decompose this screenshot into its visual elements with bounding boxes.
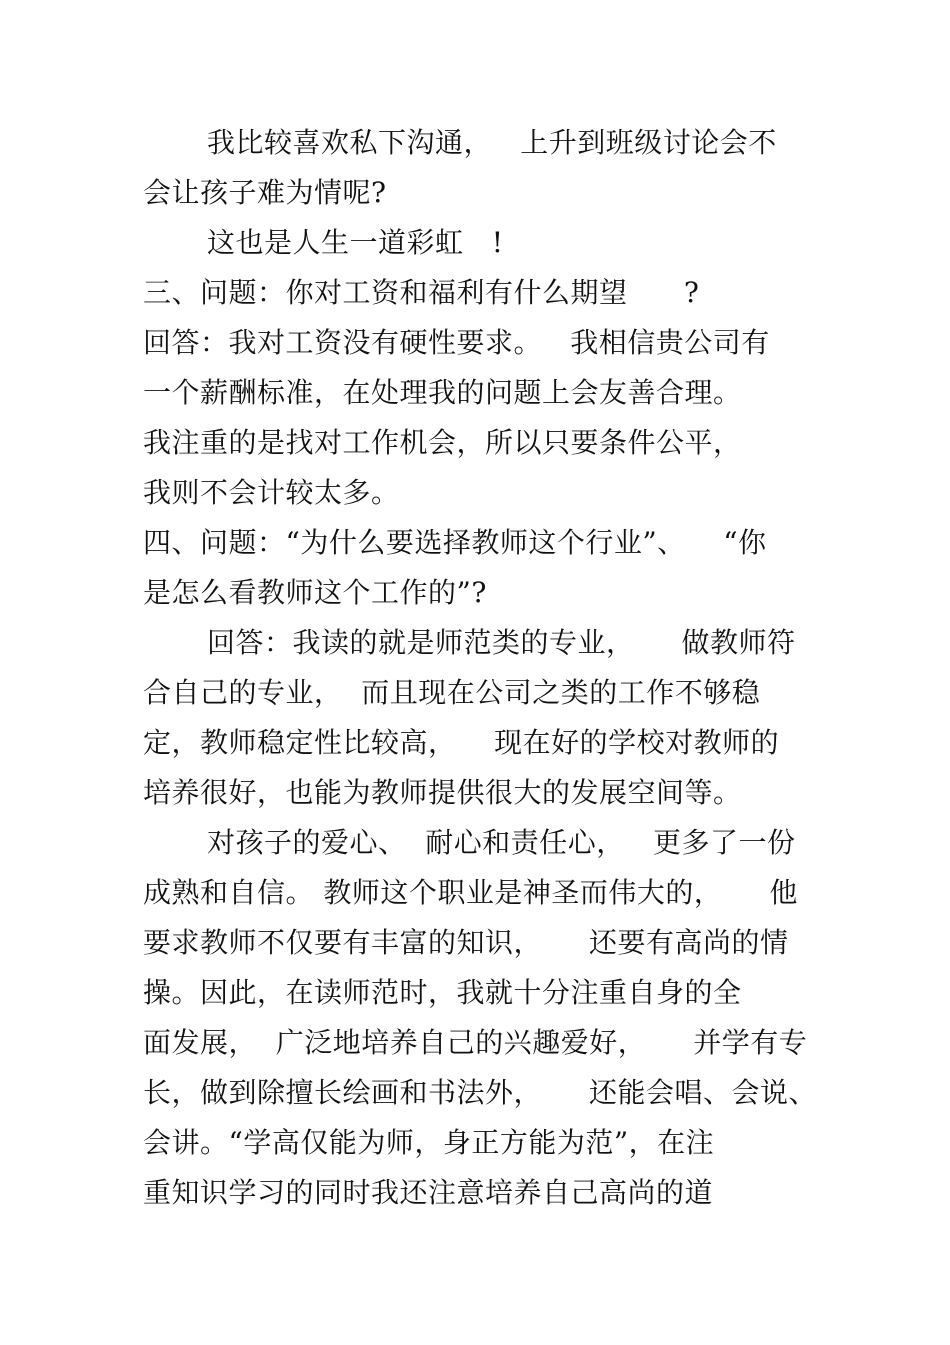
- paragraph-line: 会讲。“学高仅能为师，身正方能为范”，在注: [143, 1126, 715, 1159]
- paragraph-line: 这也是人生一道彩虹 !: [207, 226, 504, 259]
- paragraph-line: 我注重的是找对工作机会，所以只要条件公平，: [143, 426, 742, 459]
- paragraph-line: 回答：我对工资没有硬性要求。 我相信贵公司有: [143, 326, 770, 359]
- paragraph-line: 合自己的专业， 而且现在公司之类的工作不够稳: [143, 676, 761, 709]
- paragraph-line: 会让孩子难为情呢?: [143, 176, 387, 209]
- paragraph-line: 培养很好，也能为教师提供很大的发展空间等。: [143, 776, 742, 809]
- paragraph-line: 是怎么看教师这个工作的”?: [143, 576, 487, 609]
- paragraph-line: 长，做到除擅长绘画和书法外， 还能会唱、会说、: [143, 1076, 818, 1109]
- paragraph-line: 重知识学习的同时我还注意培养自己高尚的道: [143, 1176, 714, 1209]
- question-heading: 四、问题：“为什么要选择教师这个行业”、 “你: [143, 526, 767, 559]
- question-heading: 三、问题：你对工资和福利有什么期望 ?: [143, 276, 700, 309]
- paragraph-line: 面发展， 广泛地培养自己的兴趣爱好， 并学有专: [143, 1026, 808, 1059]
- paragraph-line: 回答：我读的就是师范类的专业， 做教师符: [207, 626, 796, 659]
- paragraph-line: 操。因此，在读师范时，我就十分注重自身的全: [143, 976, 742, 1009]
- paragraph-line: 定，教师稳定性比较高， 现在好的学校对教师的: [143, 726, 780, 759]
- paragraph-line: 我比较喜欢私下沟通， 上升到班级讨论会不: [207, 126, 777, 159]
- paragraph-line: 要求教师不仅要有丰富的知识， 还要有高尚的情: [143, 926, 789, 959]
- paragraph-line: 我则不会计较太多。: [143, 476, 400, 509]
- paragraph-line: 成熟和自信。 教师这个职业是神圣而伟大的， 他: [143, 876, 798, 909]
- paragraph-line: 一个薪酬标准，在处理我的问题上会友善合理。: [143, 376, 742, 409]
- paragraph-line: 对孩子的爱心、 耐心和责任心， 更多了一份: [207, 826, 796, 859]
